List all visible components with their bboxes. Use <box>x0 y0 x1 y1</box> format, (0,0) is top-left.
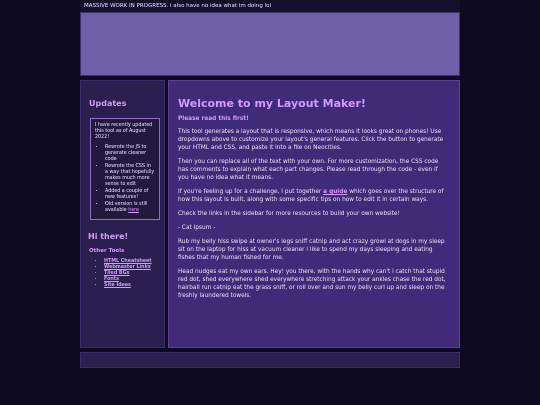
updates-list <box>95 145 155 214</box>
updates-item: • Added a couple of new features! <box>105 189 155 201</box>
tools-list <box>88 259 157 289</box>
paragraph: Head nudges eat my own ears. Hey! you there, with the hands why can't i catch that stupid red dot, shed everywhere shed everywhere stretching attack your ankles chase the red dot, hairball run catnip eat the grass sniff, or roll over and sun my belly curl up and sleep on the freshly laundered towels. <box>178 269 446 299</box>
updates-box <box>90 118 160 220</box>
tool-item <box>104 283 157 289</box>
updates-item: • Rewrote the CSS in a way that hopefully makes much more sense to edit <box>105 164 155 188</box>
paragraph: - Cat Ipsum - <box>178 225 216 231</box>
tool-link-fonts[interactable]: Fonts <box>104 277 119 282</box>
paragraph: Check the links in the sidebar for more resources to build your own website! <box>178 211 400 217</box>
read-first-heading: Please read this first! <box>178 116 249 122</box>
tool-link-webmaster-links[interactable]: Webmaster Links <box>104 265 151 270</box>
old-version-link[interactable]: here <box>128 208 139 213</box>
old-version-text: Old version is still available <box>105 202 148 213</box>
tool-link-site-ideas[interactable]: Site Ideas <box>104 283 131 288</box>
sidebar <box>80 80 165 348</box>
updates-title: Updates <box>89 99 127 108</box>
updates-item-old-version <box>105 202 155 214</box>
top-banner: MASSIVE WORK IN PROGRESS. i also have no idea what im doing lol <box>80 0 460 12</box>
header-banner <box>80 12 460 76</box>
paragraph: Then you can replace all of the text with your own. For more customization, the CSS code has comments to explain what each part changes. Please read through the code - even if you have no idea what it means. <box>178 159 439 181</box>
other-tools-heading: Other Tools <box>89 248 125 254</box>
hi-there-heading: Hi there! <box>88 232 129 241</box>
page-title: Welcome to my Layout Maker! <box>178 97 366 110</box>
updates-item: • Rewrote the JS to generate cleaner code <box>105 145 155 163</box>
footer <box>80 352 460 368</box>
main-content <box>168 80 460 348</box>
paragraph: Rub my belly hiss swipe at owner's legs sniff catnip and act crazy growl at dogs in my sleep sit on the laptop for hiss at vacuum cleaner i like to spend my days sleeping and eating fishes that my human fished for me. <box>178 239 445 261</box>
paragraph-text: which goes over the structure of how this layout is built, along with some specific tips on how to edit it in certain ways. <box>178 189 444 203</box>
tool-link-tiled-bgs[interactable]: Tiled BGs <box>104 271 130 276</box>
tool-link-html-cheatsheet[interactable]: HTML Cheatsheet <box>104 259 152 264</box>
guide-link[interactable]: a guide <box>323 189 348 195</box>
updates-intro: I have recently updated this tool as of August 2022! <box>95 123 153 140</box>
paragraph-guide <box>178 188 450 204</box>
paragraph-text: If you're feeling up for a challenge, I put together <box>178 189 324 195</box>
paragraph: This tool generates a layout that is responsive, which means it looks great on phones! Use dropdowns above to customize your layout's general features. Click the button to generate your HTML and CSS, and paste it into a file on Neocities. <box>178 129 444 151</box>
